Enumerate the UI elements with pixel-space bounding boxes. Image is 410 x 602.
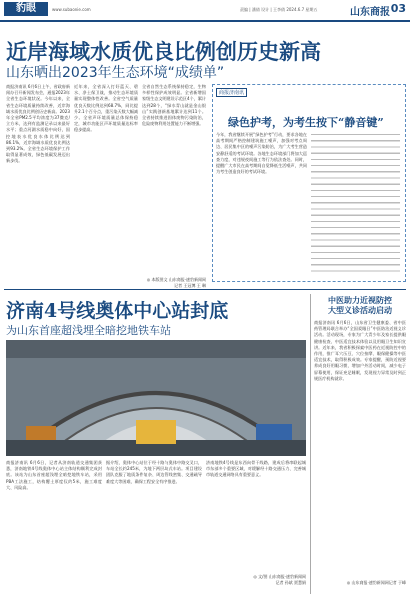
tunnel-illustration (6, 340, 306, 456)
section-divider (4, 289, 406, 290)
story2-column-2: 据介绍，奥体中心站位于经十路与奥体中路交叉口，车站全长约245米，为地下两层岛式车站。项目建设团队克服了地质条件复杂、周边管线密集、交通疏导难度大等困难，确保工程安全有序推进。 (106, 460, 202, 484)
story1-subhead: 山东晒出2023年生态环境“成绩单” (6, 65, 225, 81)
story2-column-3: 济南地铁4号线是东西向骨干线路，建成后将串联起城市东部多个重要区域，对缓解经十路交通压力、完善城市轨道交通网络具有重要意义。 (206, 460, 306, 478)
story1-column-3: 全省自然生态系统保持稳定，生物多样性保护成效明显。全省新增国家级生态文明建设示范区4个，累计达到28个，“绿水青山就是金山银山”实践创新基地累计达到11个。全省持续推进固体废物污染防治，危险废物利用处置能力不断增强。 (142, 84, 206, 127)
story1-column-2: 近年来，全省深入打好蓝天、碧水、净土保卫战，推动生态环境质量实现整体性改善。全省空气质量优良天数比例达到68.7%，同比提升2.1个百分点，重污染天数大幅减少。全省声环境质量总体保持稳定，城市功能区声环境质量达标率稳步提高。 (74, 84, 138, 133)
story2-subhead: 为山东首座超浅埋全暗挖地铁车站 (6, 324, 171, 337)
story3-title: 中医助力近视防控 大型义诊活动启动 (328, 296, 392, 315)
story2-credit: ◎ 文/图 山东商报·速豹新闻网 记者 孙斌 贾慧娟 (253, 574, 306, 585)
story2-column-1: 商报济南讯 6月6日，记者从济南轨道交通集团获悉，济南地铁4号线奥体中心站主体结构顺利完成封底。该站为山东首座超浅埋全暗挖地铁车站，采用PBA工法施工，结构覆土厚度仅约5米，施工难度大、风险高。 (6, 460, 102, 490)
story1-column-1: 商报济南讯 6月6日上午，省政府新闻办召开新闻发布会，通报2023年全省生态环境状况。今年以来，全省生态环境质量持续改善，近岸海域水质优良比例创历史新高。2023年全省PM2.5平均浓度为37微克/立方米，达到有监测记录以来最好水平；重点河湖水质稳中向好，国控地表水优良水体比例达到86.1%，近岸海域水质优良比例达到93.2%。全省生态环境保护工作取得显著成效，绿色低碳发展迈出新步伐。 (6, 84, 70, 164)
site-url[interactable]: www.subaonie.com (52, 7, 91, 12)
story2-headline: 济南4号线奥体中心站封底 (6, 300, 229, 322)
tunnel-photo (6, 340, 306, 456)
header-meta: 责编 | 潘倩 设计 | 王李倩 2024.6.7 星期五 (240, 7, 318, 12)
story1-credit: ◎ 本版图文 山东商报·速豹新闻网 记者 王冠博 王 琳 (146, 277, 206, 288)
story3-credit: ◎ 山东商报·速豹新闻网记者 于峰 (346, 580, 406, 585)
sidebar-quote: 绿色护考，为考生按下“静音键” (228, 116, 384, 129)
sidebar-column-1: 今年，我省继续开展“绿色护考”行动，要求各地在高考期间严格控制建筑施工噪声，加强对考点周边、居民集中区的噪声污染防治，为广大考生营造安静舒适的考试环境。各地生态环境部门将加大巡查力度，对违规夜间施工等行为依法查处。同时，提醒广大市民在高考期间自觉降低生活噪声，共同为考生创造良好的考试环境。 (216, 132, 307, 175)
page-number: 03 (390, 2, 406, 15)
section-logo: 豹眼 (4, 2, 48, 16)
column-divider (310, 294, 311, 594)
sidebar-tag: 商报济南讯 (216, 88, 247, 97)
sidebar-column-2 (311, 132, 400, 276)
story1-headline: 近岸海域水质优良比例创历史新高 (6, 39, 321, 64)
edition-name: 山东商报 (350, 7, 390, 18)
story3-body: 商报济南讯 6月6日，山东省卫生健康委、省中医药管理局联合举办“全国爱眼日”中医防治近视义诊活动。活动现场，专家为广大青少年及家长提供眼健康检查、中医适宜技术体验以及用眼卫生知识宣讲。近年来，我省积极探索中医药在近视防控中的作用，推广耳穴压豆、穴位按摩、眼保健操等中医适宜技术，取得积极成效。专家提醒，预防近视要养成良好用眼习惯，增加户外活动时间，减少电子屏幕使用，保证充足睡眠，发现视力异常及时到正规医疗机构就诊。 (314, 320, 406, 381)
